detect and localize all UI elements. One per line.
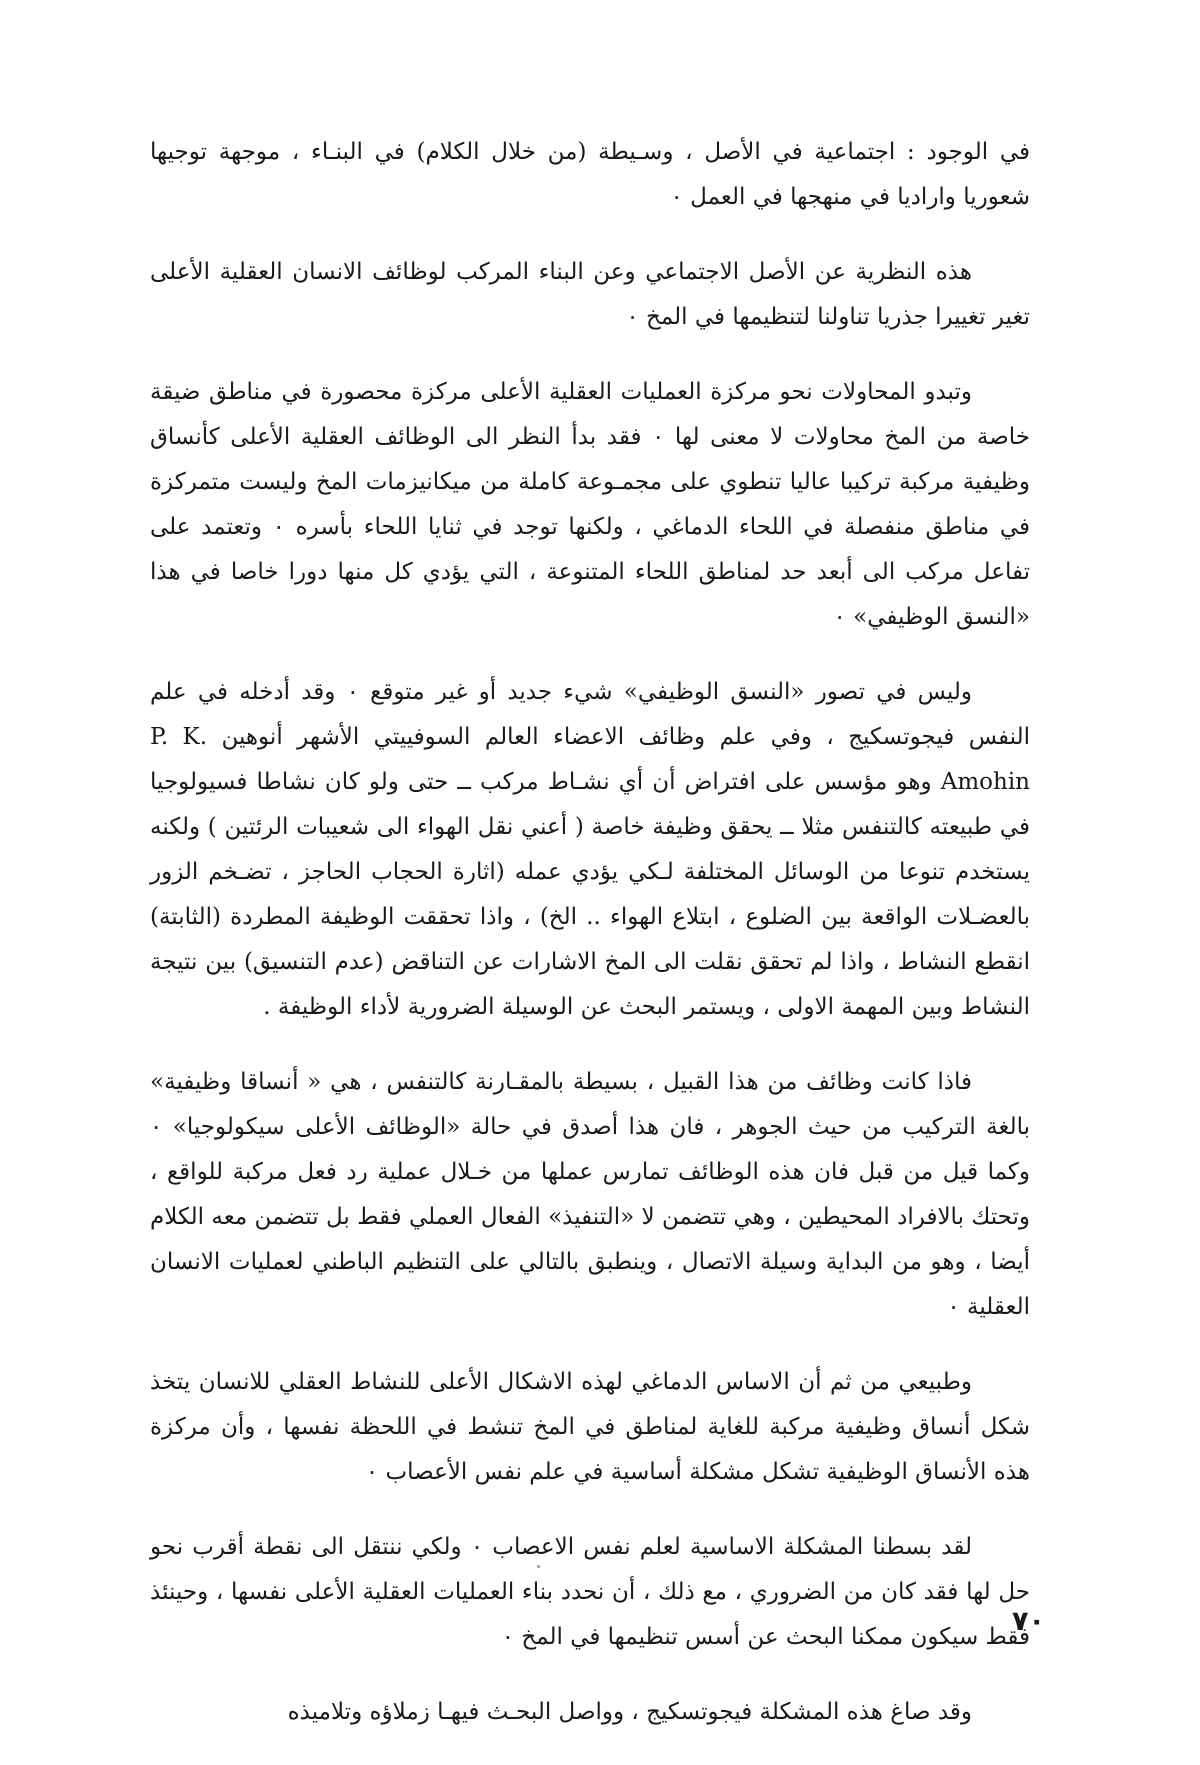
paragraph-2: هذه النظرية عن الأصل الاجتماعي وعن البناء المركب لوظائف الانسان العقلية الأعلى تغير تغييرا جذريا تناولنا لتنظيمها في المخ ٠ bbox=[150, 259, 1030, 330]
paragraph-4: وليس في تصور «النسق الوظيفي» شيء جديد أو غير متوقع ٠ وقد أدخله في علم النفس فيجوتسكيج ، وفي علم وظائف الاعضاء العالم السوفييتي الأشهر أنوهين P. K. Amohin وهو مؤسس على افتراض أن أي نشـاط مركب ــ حتى ولو كان نشاطا فسيولوجيا في طبيعته كالتنفس مثلا ــ يحقق وظيفة خاصة ( أعني نقل الهواء الى شعيبات الرئتين ) ولكنه يستخدم تنوعا من الوسائل المختلفة لـكي يؤدي عمله (اثارة الحجاب الحاجز ، تضـخم الزور بالعضـلات الواقعة بين الضلوع ، ابتلاع الهواء .. الخ) ، واذا تحققت الوظيفة المطردة (الثابتة) انقطع النشاط ، واذا لم تحقق نقلت الى المخ الاشارات عن التناقض (عدم التنسيق) بين نتيجة النشاط وبين المهمة الاولى ، ويستمر البحث عن الوسيلة الضرورية لأداء الوظيفة . bbox=[150, 679, 1030, 1020]
paragraph-3: وتبدو المحاولات نحو مركزة العمليات العقلية الأعلى مركزة محصورة في مناطق ضيقة خاصة من المخ محاولات لا معنى لها ٠ فقد بدأ النظر الى الوظائف العقلية الأعلى كأنساق وظيفية مركبة تركيبا عاليا تنطوي على مجمـوعة كاملة من ميكانيزمات المخ وليست متمركزة في مناطق منفصلة في اللحاء الدماغي ، ولكنها توجد في ثنايا اللحاء بأسره ٠ وتعتمد على تفاعل مركب الى أبعد حد لمناطق اللحاء المتنوعة ، التي يؤدي كل منها دورا خاصا في هذا «النسق الوظيفي» ٠ bbox=[150, 379, 1031, 630]
paragraph-1: في الوجود : اجتماعية في الأصل ، وسـيطة (من خلال الكلام) في البنـاء ، موجهة توجيها شعوريا واراديا في منهجها في العمل ٠ bbox=[150, 139, 1030, 210]
page-body bbox=[150, 130, 1030, 1765]
paragraph-6: وطبيعي من ثم أن الاساس الدماغي لهذه الاشكال الأعلى للنشاط العقلي للانسان يتخذ شكل أنساق وظيفية مركبة للغاية لمناطق في المخ تنشط في اللحظة نفسها ، وأن مركزة هذه الأنساق الوظيفية تشكل مشكلة أساسية في علم نفس الأعصاب ٠ bbox=[150, 1369, 1030, 1485]
paragraph-5: فاذا كانت وظائف من هذا القبيل ، بسيطة بالمقـارنة كالتنفس ، هي « أنساقا وظيفية» بالغة التركيب من حيث الجوهر ، فان هذا أصدق في حالة «الوظائف الأعلى سيكولوجيا» ٠ وكما قيل من قبل فان هذه الوظائف تمارس عملها من خـلال عملية رد فعل مركبة للواقع ، وتحتك بالافراد المحيطين ، وهي تتضمن لا «التنفيذ» الفعال العملي فقط بل تتضمن معه الكلام أيضا ، وهو من البداية وسيلة الاتصال ، وينطبق بالتالي على التنظيم الباطني لعمليات الانسان العقلية ٠ bbox=[150, 1069, 1030, 1320]
page-number: ٧٠ bbox=[1012, 1606, 1045, 1637]
paragraph-7: لقد بسطنا المشكلة الاساسية لعلم نفس الاعصاب ٠ ولكي ننتقل الى نقطة أقرب نحو حل لها فقد كان من الضروري ، مع ذلك ، أن نحدد بناء العمليات العقلية الأعلى نفسها ، وحينئذ فقط سيكون ممكنا البحث عن أسس تنظيمها في المخ ٠ bbox=[150, 1534, 1030, 1650]
print-speck bbox=[537, 1565, 540, 1568]
paragraph-8: وقد صاغ هذه المشكلة فيجوتسكيج ، وواصل البحـث فيهـا زملاؤه وتلاميذه bbox=[287, 1699, 972, 1725]
